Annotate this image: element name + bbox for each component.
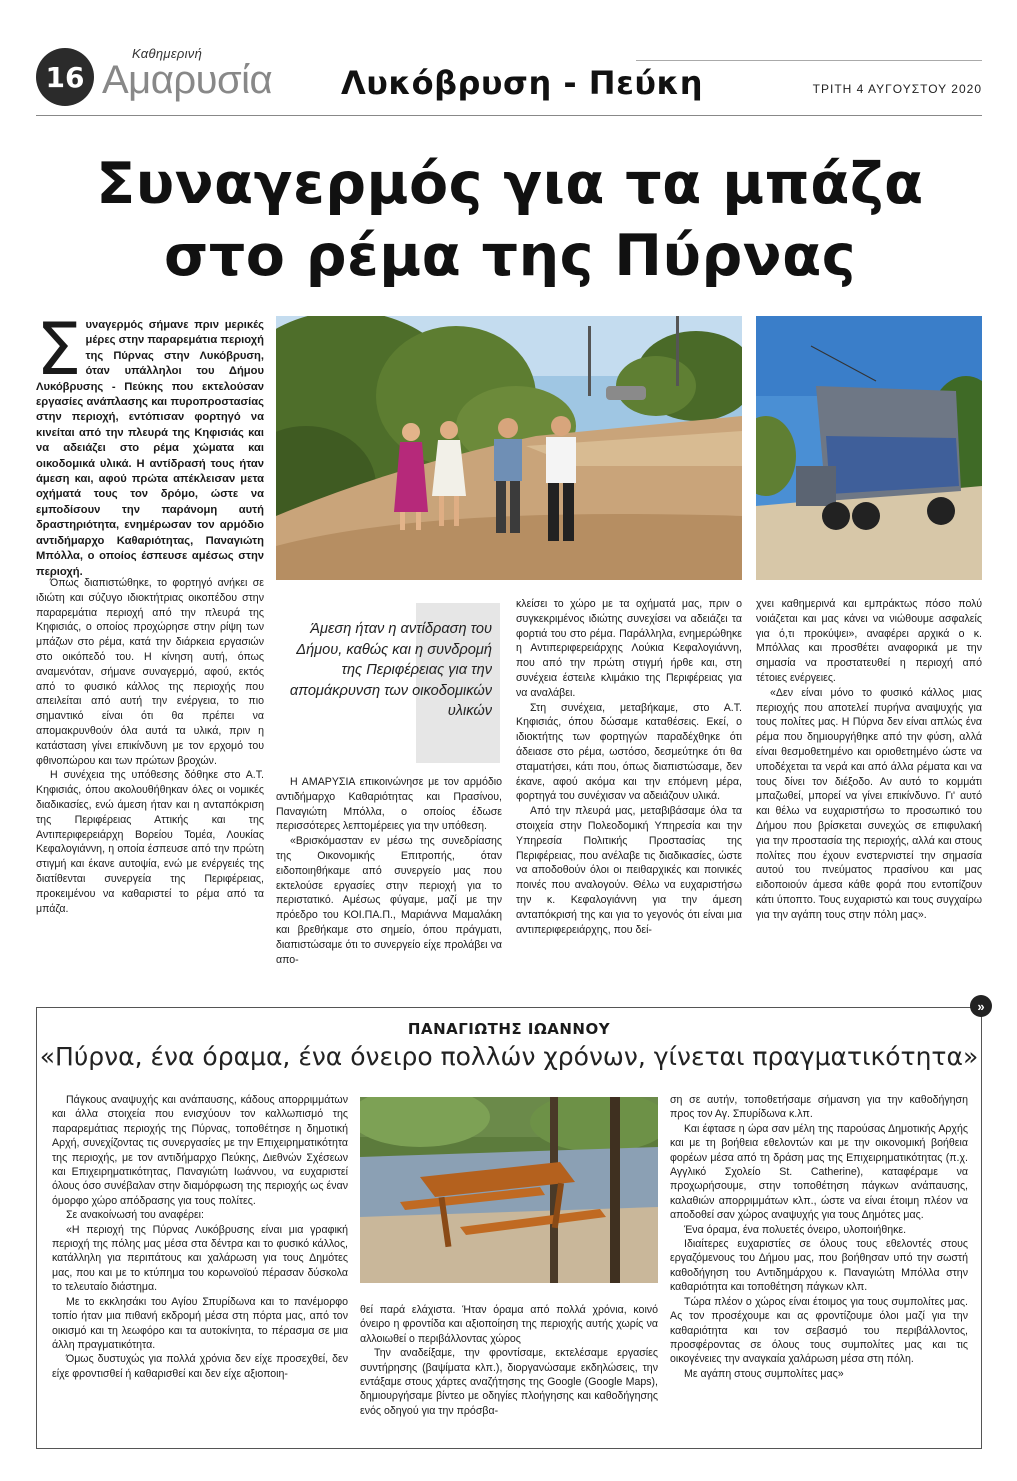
page-number: 16 xyxy=(36,48,94,106)
pull-quote xyxy=(280,603,500,763)
col2-paragraph-2: «Βρισκόμασταν εν μέσω της συνεδρίασης της Οικονομικής Επιτροπής, όταν ειδοποιηθήκαμε από συνεργείο μας που εκτελούσε εργασίες στην περιοχή για το περιστατικό. Αμέσως φύγαμε, μαζί με την πρόεδρο του ΚΟΙ.ΠΑ.Π., Μαριάννα Μαμαλάκη και βρεθήκαμε στο σημείο, όπου πράγματι, διαπιστώσαμε ότι το συνεργείο είχε προλάβει να απο- xyxy=(276,835,502,966)
box-column-1 xyxy=(52,1093,348,1381)
box-author: ΠΑΝΑΓΙΩΤΗΣ ΙΩΑΝΝΟΥ xyxy=(407,1020,611,1038)
col3-paragraph-1: κλείσει το χώρο με τα οχήματά μας, πριν ο συγκεκριμένος ιδιώτης συνεχίσει να αδειάζει τα φορτιά του στο ρέμα. Παράλληλα, ενημερώθηκε η Αντιπεριφερειάρχης Λούκια Κεφαλογιάννη, που από την πρώτη στιγμή ήρθε και, στη συνέχεια έστειλε κλιμάκιο της Περιφέρειας για να αναλάβει. xyxy=(516,598,742,699)
box-col1-paragraph-2: Σε ανακοίνωσή του αναφέρει: xyxy=(66,1209,204,1222)
col1-paragraph-1: Όπως διαπιστώθηκε, το φορτηγό ανήκει σε ιδιώτη και σύζυγο ιδιοκτήτριας οικοπέδου στην παραρεμάτια περιοχή από την πλευρά της Κηφισιάς, ο οποίος προχώρησε στην ρίψη των μπάζων στο ρέμα, κατά την διάρκεια εργασιών στο οικόπεδό του. Η κίνηση αυτή, όπως αναμενόταν, σήμανε συναγερμό, αφού, εκτός από το φυσικό κάλλος της περιοχής που απειλείται από αυτή την ενέργεια, το πιο σημαντικό είναι ότι θα πρέπει να απομακρυνθούν όλα αυτά τα υλικά, πριν η κατάσταση γίνει επικίνδυνη με τον ερχομό του φθινοπώρου και των πρώτων βροχών. xyxy=(36,577,264,767)
box-col3-paragraph-6: Με αγάπη στους συμπολίτες μας» xyxy=(684,1367,844,1380)
header-rule xyxy=(636,60,982,61)
col2-paragraph-1: Η ΑΜΑΡΥΣΙΑ επικοινώνησε με τον αρμόδιο αντιδήμαρχο Καθαριότητας και Πρασίνου, Παναγιώτη Μπόλλα, ο οποίος έδωσε περισσότερες λεπτομέρειες για την υπόθεση. xyxy=(276,776,502,833)
lead-text: υναγερμός σήμανε πριν μερικές μέρες στην παραρεμάτια περιοχή της Πύρνας στην Λυκόβρυση, όταν υπάλληλοι του Δήμου Λυκόβρυσης - Πεύκης που εκτελούσαν εργασίες ανάπλασης και πυροπροστασίας στην περιοχή, εντόπισαν φορτηγό να κινείται από την πλευρά της Κηφισιάς και να αδειάζει στο ρέμα χώματα και οικοδομικά υλικά. Η αντίδρασή τους ήταν άμεση και, αφού πρώτα απέκλεισαν μετα οχήματά τους τον δρόμο, ώστε να εμποδίσουν την παράνομη αυτή δραστηριότητα, ενημέρωσαν τον αρμόδιο αντιδήμαρχο Καθαριότητας, Παναγιώτη Μπόλλα, ο οποίος έσπευσε αμέσως στην περιοχή. xyxy=(36,319,264,578)
box-col1-paragraph-3: «Η περιοχή της Πύρνας Λυκόβρυσης είναι μια γραφική περιοχή της πόλης μας μέσα στα δέντρα και το φυσικό κάλλος, κατάλληλη για περιπάτους και χαλάρωση για τους Δημότες μας, που και με το κτύπημα του κορωνοϊού πέρασαν δύσκολα το τελευταίο διάστημα. xyxy=(52,1223,348,1294)
col1-paragraph-2: Η συνέχεια της υπόθεσης δόθηκε στο Α.Τ. Κηφισιάς, όπου ακολουθήθηκαν όλες οι νομικές διαδικασίες, ενώ άμεση ήταν και η ανταπόκριση της Περιφέρειας Αττικής και της Αντιπεριφερειάρχη Βορείου Τομέα, Λουκίας Κεφαλογιάννη, η οποία έσπευσε από την πρώτη στιγμή και έκανε αυτοψία, ενώ με ενέργειές της διατίθενται συνεργεία της Περιφέρειας, προκειμένου να καθαριστεί το ρέμα από τα μπάζα. xyxy=(36,769,264,915)
box-column-3 xyxy=(670,1093,968,1381)
logo-tagline: Καθημερινή xyxy=(132,46,203,61)
box-col3-paragraph-1: ση σε αυτήν, τοποθετήσαμε σήμανση για την καθοδήγηση προς τον Αγ. Σπυρίδωνα κ.λπ. xyxy=(670,1094,968,1121)
section-title: Λυκόβρυση - Πεύκη xyxy=(341,64,703,102)
pull-quote-text: Άμεση ήταν η αντίδραση του Δήμου, καθώς και η συνδρομή της Περιφέρειας για την απομάκρυνση των οικοδομικών υλικών xyxy=(289,621,492,719)
col3-paragraph-3: Από την πλευρά μας, μεταβιβάσαμε όλα τα στοιχεία στην Πολεοδομική Υπηρεσία και την Υπηρεσία Πολιτικής Προστασίας της Περιφέρειας, που ανέλαβε τις διαδικασίες, ώστε να αποδοθούν όλοι οι πειθαρχικές και ποινικές ποινές που αναλογούν. Θέλω να ευχαριστήσω την κ. Κεφαλογιάννη για την άμεση ανταπόκρισή της και για το γεγονός ότι είναι μια αντιπεριφερειάρχης, που δεί- xyxy=(516,805,742,936)
box-col1-paragraph-1: Πάγκους αναψυχής και ανάπαυσης, κάδους απορριμμάτων και άλλα στοιχεία που ενισχύουν τον καλλωπισμό της παραρεμάτιας περιοχής της Πύρνας, τοποθέτησε η δημοτική Αρχή, συνεχίζοντας τις συνεργασίες με την Επιχειρηματικότητα της περιοχής, με τον αντιδήμαρχο Πεύκης, Διεθνών Σχέσεων και Επιχειρηματικότητας, Παναγιώτη Ιωάννου, να ευχαριστεί όλους όσο συνέβαλαν στην διαμόρφωση της περιοχής ως έναν όμορφο χώρο απόδρασης για τους πολίτες. xyxy=(52,1094,348,1207)
drop-cap: Σ xyxy=(36,307,82,391)
article-column-1 xyxy=(36,576,264,916)
box-col2-paragraph-2: Την αναδείξαμε, την φροντίσαμε, εκτελέσαμε εργασίες συντήρησης (βαψίματα κλπ.), διοργανώσαμε εκδηλώσεις, την εντάξαμε στους χάρτες αναζήτησης της Google (Google Maps), δημιουργήσαμε βίντεο με οδηγίες πλοήγησης και καθοδήγησης ενός οδηγού για την πρόσβα- xyxy=(360,1347,658,1417)
photo-dump-truck xyxy=(756,316,982,580)
article-column-4 xyxy=(756,597,982,923)
col4-paragraph-2: «Δεν είναι μόνο το φυσικό κάλλος μιας περιοχής που αποτελεί πυρήνα αναψυχής για τους πολίτες μας. Η Πύρνα δεν είναι απλώς ένα ρέμα που δημιουργήθηκε από την φύση, αλλά είναι θεσμοθετημένο και οριοθετημένο ώστε να υποδέχεται τα νερά και από άλλα ρέματα και να τους δίνει τον διέξοδο. Αν αυτό το κομμάτι μπαζωθεί, μπορεί να γίνει επικίνδυνο. Γι' αυτό και θέλω να ευχαριστήσω το προσωπικό του Δήμου που βρίσκεται συνεχώς σε επιφυλακή για την προστασία της περιοχής, αλλά και στους πολίτες που έχουν ενστερνιστεί την σημασία αυτού του πνεύματος πρασίνου και μας ειδοποιούν άμεσα κάθε φορά που εντοπίζουν κάτι ύποπτο. Τους ευχαριστώ και τους συγχαίρω για την αγάπη τους στην πόλη μας». xyxy=(756,686,982,921)
headline-line-2: στο ρέμα της Πύρνας xyxy=(163,223,857,289)
issue-date: ΤΡΙΤΗ 4 ΑΥΓΟΥΣΤΟΥ 2020 xyxy=(812,82,982,96)
box-col3-paragraph-3: Ένα όραμα, ένα πολυετές όνειρο, υλοποιήθηκε. xyxy=(684,1223,907,1236)
col4-paragraph-1: χνει καθημερινά και εμπράκτως πόσο πολύ νοιάζεται και μας κάνει να νιώθουμε ασφαλείς για ό,τι προκύψει», αναφέρει αρχικά ο κ. Μπόλλας και προσθέτει αναφορικά με την σημασία να προστατευθεί η περιοχή από τέτοιες ενέργειες. xyxy=(756,598,982,684)
article-lead xyxy=(36,307,264,580)
photo-site-visit xyxy=(276,316,742,580)
article-column-3 xyxy=(516,597,742,937)
box-col3-paragraph-4: Ιδιαίτερες ευχαριστίες σε όλους τους εθελοντές στους εργαζόμενους του Δήμου μας, που βοήθησαν υπό την σωστή καθοδήγηση του Αντιδημάρχου κ. Παναγιώτη Μπόλλα στην καθαριότητα και τοποθέτηση πάγκων κλπ. xyxy=(670,1238,968,1294)
page-header xyxy=(36,44,982,116)
photo-picnic-bench xyxy=(360,1097,658,1283)
chevron-down-icon: » xyxy=(970,995,992,1017)
box-col3-paragraph-2: Και έφτασε η ώρα σαν μέλη της παρούσας Δημοτικής Αρχής και με τη βοήθεια εθελοντών και με την οικονομική βοήθεια φορέων μέσα από τη δράση μας της Επιχειρηματικότητας (π.χ. Αγγλικό Σχολείο St. Catherine), καταφέραμε να προχωρήσουμε, στην τοποθέτηση πάγκων ανάπαυσης, καλαθιών απορριμμάτων κλπ., ώστε να είναι έτοιμη πλέον να αποδοθεί σαν χώρος αναψυχής για τους Δημότες μας. xyxy=(670,1122,968,1222)
box-col1-paragraph-4: Με το εκκλησάκι του Αγίου Σπυρίδωνα και το πανέμορφο τοπίο ήταν μια πιθανή εκδρομή μέσα στη πόρτα μας, από τον οικισμό και τη λεωφόρο και τα αυτοκίνητα, το πέρασμα σε μια άλλη πραγματικότητα. xyxy=(52,1295,348,1351)
headline-line-1: Συναγερμός για τα μπάζα xyxy=(96,151,924,217)
box-col1-paragraph-5: Όμως δυστυχώς για πολλά χρόνια δεν είχε προσεχθεί, δεν είχε φροντισθεί ή καθαρισθεί και δεν είχε αξιοποιη- xyxy=(52,1353,348,1380)
col3-paragraph-2: Στη συνέχεια, μεταβήκαμε, στο Α.Τ. Κηφισιάς, όπου δώσαμε καταθέσεις. Εκεί, ο ιδιοκτήτης των φορτηγών παραδέχθηκε ότι άδειασε στο ρέμα, ωστόσο, δεσμεύτηκε ότι θα σταματήσει, κάτι που, όπως διαπιστώσαμε, δεν έκανε, αφού ακόμα και την επόμενη μέρα, φορτηγά του συνέχισαν να αδειάζουν υλικά. xyxy=(516,701,742,803)
logo-wordmark: Αμαρυσία xyxy=(102,58,273,102)
article-column-2 xyxy=(276,775,502,967)
box-col2-paragraph-1: θεί παρά ελάχιστα. Ήταν όραμα από πολλά χρόνια, κοινό όνειρο η φροντίδα και αξιοποίηση της περιοχής αυτής χωρίς να αλλοιωθεί ο περιβάλλοντας χώρος xyxy=(360,1304,658,1345)
box-column-2 xyxy=(360,1303,658,1418)
box-col3-paragraph-5: Τώρα πλέον ο χώρος είναι έτοιμος για τους συμπολίτες μας. Ας τον προσέχουμε και ας φροντίζουμε όλοι μαζί για την καθαριότητα και τον σεβασμό του περιβάλλοντος, προσφέροντας σε όλους τους συμπολίτες μας και τις οικογένειες την αναγκαία χαλάρωση μέσα στη πόλη. xyxy=(670,1295,968,1366)
article-headline xyxy=(60,148,960,292)
box-title: «Πύρνα, ένα όραμα, ένα όνειρο πολλών χρόνων, γίνεται πραγματικότητα» xyxy=(39,1042,979,1071)
